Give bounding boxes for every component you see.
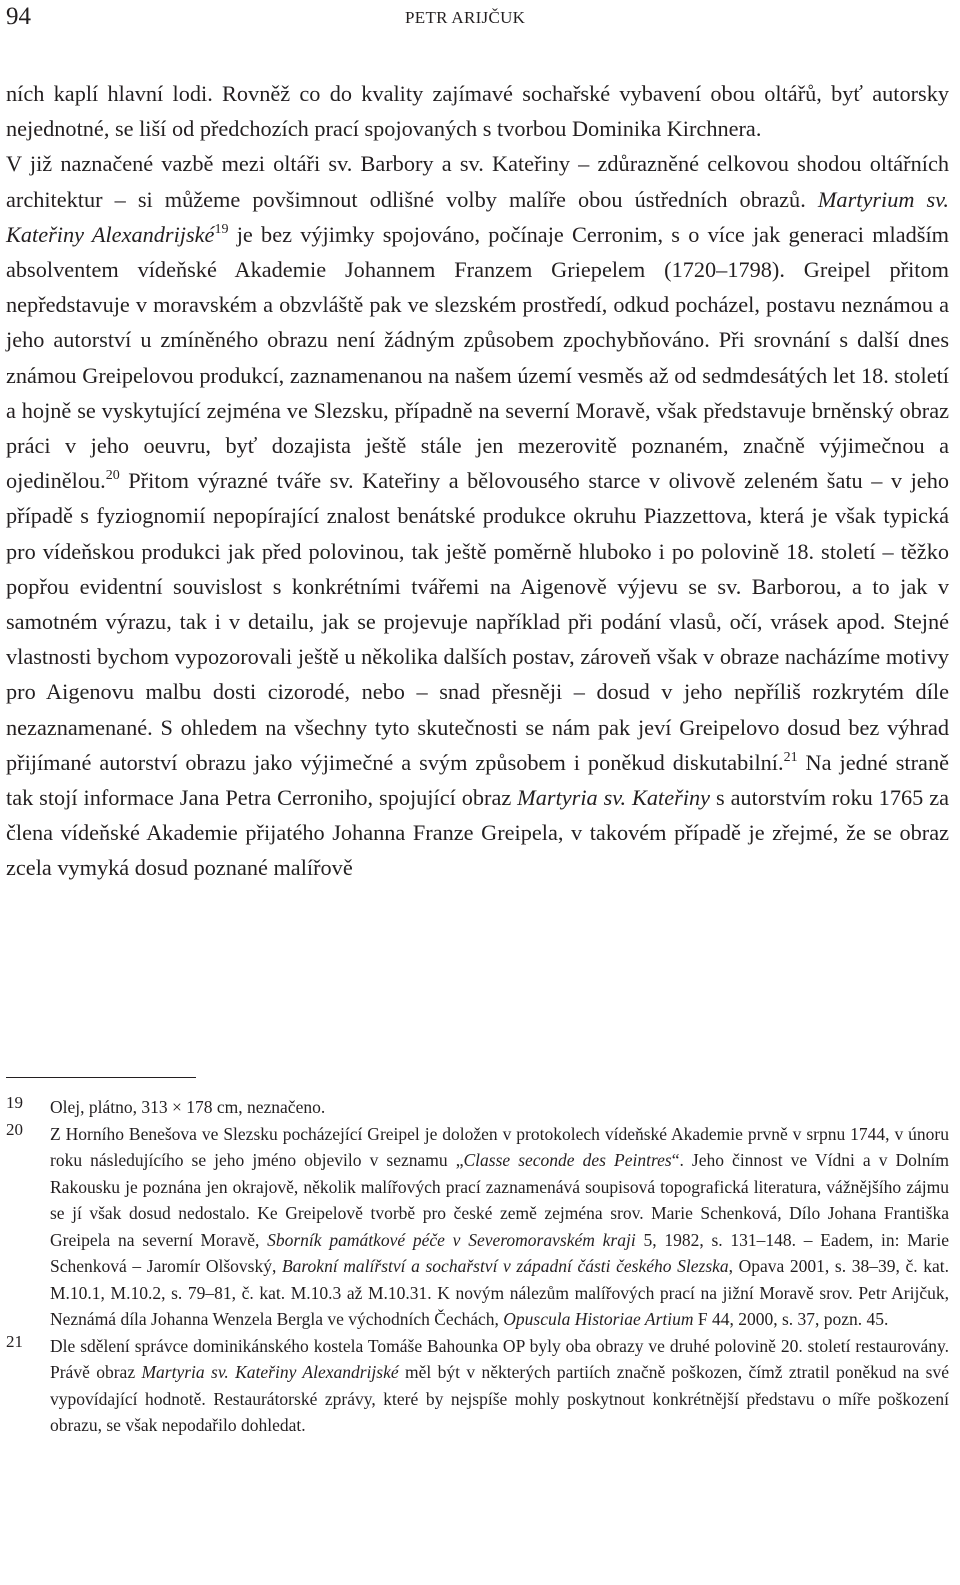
- footnote-20-italic-3: Barokní malířství a sochařství v západní části českého Slezska: [281, 1256, 729, 1276]
- footnote-number-21: 21: [6, 1331, 23, 1351]
- paragraph-2-text-b: je bez výjimky spojováno, počínaje Cerronim, s o více jak generaci mladším absolventem vídeňské Akademie Johannem Franzem Griepelem (1720–1798). Greipel přitom nepředstavuje v moravském a obzvláště pak ve slezském prostředí, odkud pocházel, postavu neznámou a jeho autorství u zmíněného obrazu není žádným způsobem zpochybňováno. Při srovnání s další dnes známou Greipelovou produkcí, zaznamenanou na našem území vesměs až od sedmdesátých let 18. století a hojně se vyskytující zejména ve Slezsku, případně na severní Moravě, však představuje brněnský obraz práci v jeho oeuvru, byť dozajista ještě stále jen mezerovitě poznaném, značně výjimečnou a ojedinělou.: [6, 221, 949, 494]
- footnote-20-italic-1: Classe seconde des Peintres: [463, 1150, 672, 1170]
- footnote-20-text-b: “. Jeho činnost ve Vídni a v Dolním Rakousku je poznána jen okrajově, několik malířových prací zaznamenává soupisová topografická literatura, vážnějšího zájmu se jí však dosud nedostalo. Ke Greipelově tvorbě pro české země zejména srov. Marie Schenková, Dílo Johana Františka Greipela na severní Moravě,: [50, 1150, 949, 1250]
- footnote-ref-19: 19: [214, 221, 229, 237]
- footnote-ref-21: 21: [783, 749, 798, 765]
- running-head-author: PETR ARIJČUK: [405, 8, 526, 27]
- footnote-20-text-e: F 44, 2000, s. 37, pozn. 45.: [693, 1309, 889, 1329]
- footnote-19-text: Olej, plátno, 313 × 178 cm, neznačeno.: [50, 1097, 326, 1117]
- footnote-19: [6, 1094, 949, 1121]
- paragraph-2-text-d: Na jedné straně tak stojí informace Jana Petra Cerroniho, spojující obraz: [6, 749, 949, 811]
- paragraph-2: [6, 146, 949, 885]
- paragraph-2-text-c: Přitom výrazné tváře sv. Kateřiny a bělovousého starce v olivově zeleném šatu – v jeho případě s fyziognomií nepopírající znalost benátské produkce okruhu Piazzettova, která je však typická pro vídeňskou produkci jak před polovinou, tak ještě poměrně hluboko i po polovině 18. století – těžko popřou evidentní souvislost s konkrétními tvářemi na Aigenově výjevu se sv. Barborou, a to jak v samotném výrazu, tak i v detailu, jak se projevuje například při podání vlasů, očí, vrásek apod. Stejné vlastnosti bychom vypozorovali ještě u několika dalších postav, zároveň však v obraze nacházíme motivy pro Aigenovu malbu dosti cizorodé, nebo – snad přesněji – dosud v jeho nepříliš rozkrytém díle nezaznamenané. S ohledem na všechny tyto skutečnosti se nám pak jeví Greipelovo dosud bez výhrad přijímané autorství obrazu jako výjimečné a svým způsobem i poněkud diskutabilní.: [6, 468, 949, 775]
- footnote-number-19: 19: [6, 1093, 23, 1112]
- footnote-21: [6, 1333, 949, 1439]
- footnote-21-text-b: měl být v některých partiích značně poškozen, čímž ztratil poněkud na své vypovídající hodnotě. Restaurátorské zprávy, které by nejspíše mohly poskytnout konkrétnější představu o míře poškození obrazu, se však nepodařilo dohledat.: [50, 1362, 949, 1435]
- italic-title-martyrium: Martyrium sv. Kateřiny Alexandrijské: [6, 186, 949, 247]
- footnotes: [6, 1094, 949, 1439]
- footnote-20-italic-4: Opuscula Historiae Artium: [503, 1309, 694, 1329]
- paragraph-2-text-e: s autorstvím roku 1765 za člena vídeňské Akademie přijatého Johanna Franze Greipela, v takovém případě je zřejmé, že se obraz zcela vymyká dosud poznané malířově: [6, 785, 949, 881]
- footnote-20-text-d: , Opava 2001, s. 38–39, č. kat. M.10.1, M.10.2, s. 79–81, č. kat. M.10.3 až M.10.31. K novým nálezům malířových prací na jižní Moravě srov. Petr Arijčuk, Neznámá díla Johanna Wenzela Bergla ve východních Čechách,: [50, 1256, 949, 1329]
- footnote-20-text-a: Z Horního Benešova ve Slezsku pocházející Greipel je doložen v protokolech vídeňské Akademie prvně v srpnu 1744, v únoru roku následujícího se jeho jméno objevilo v seznamu „: [50, 1123, 949, 1170]
- paragraph-2-text-a: V již naznačené vazbě mezi oltáři sv. Barbory a sv. Kateřiny – zdůrazněné celkovou shodou oltářních architektur – si můžeme povšimnout odlišné volby malíře obou ústředních obrazů.: [6, 151, 949, 212]
- page-number: 94: [6, 3, 31, 30]
- footnote-ref-20: 20: [105, 468, 120, 484]
- footnote-21-italic-1: Martyria sv. Kateřiny Alexandrijské: [141, 1362, 399, 1382]
- paragraph-1: ních kaplí hlavní lodi. Rovněž co do kvality zajímavé sochařské vybavení obou oltářů, byť autorsky nejednotné, se liší od předchozích prací spojovaných s tvorbou Dominika Kirchnera.: [6, 81, 949, 142]
- footnote-20-text-c: 5, 1982, s. 131–148. – Eadem, in: Marie Schenková – Jaromír Olšovský,: [50, 1229, 950, 1276]
- footnote-21-text-a: Dle sdělení správce dominikánského kostela Tomáše Bahounka OP byly oba obrazy ve druhé polovině 20. století restaurovány. Právě obraz: [50, 1335, 949, 1382]
- main-body-text: [6, 76, 949, 886]
- footnote-number-20: 20: [6, 1119, 23, 1139]
- italic-title-martyria: Martyria sv. Kateřiny: [517, 785, 711, 811]
- footnote-separator: [6, 1077, 196, 1078]
- footnote-20: [6, 1121, 949, 1333]
- footnote-20-italic-2: Sborník památkové péče v Severomoravském kraji: [267, 1229, 636, 1250]
- page-header: [0, 0, 960, 40]
